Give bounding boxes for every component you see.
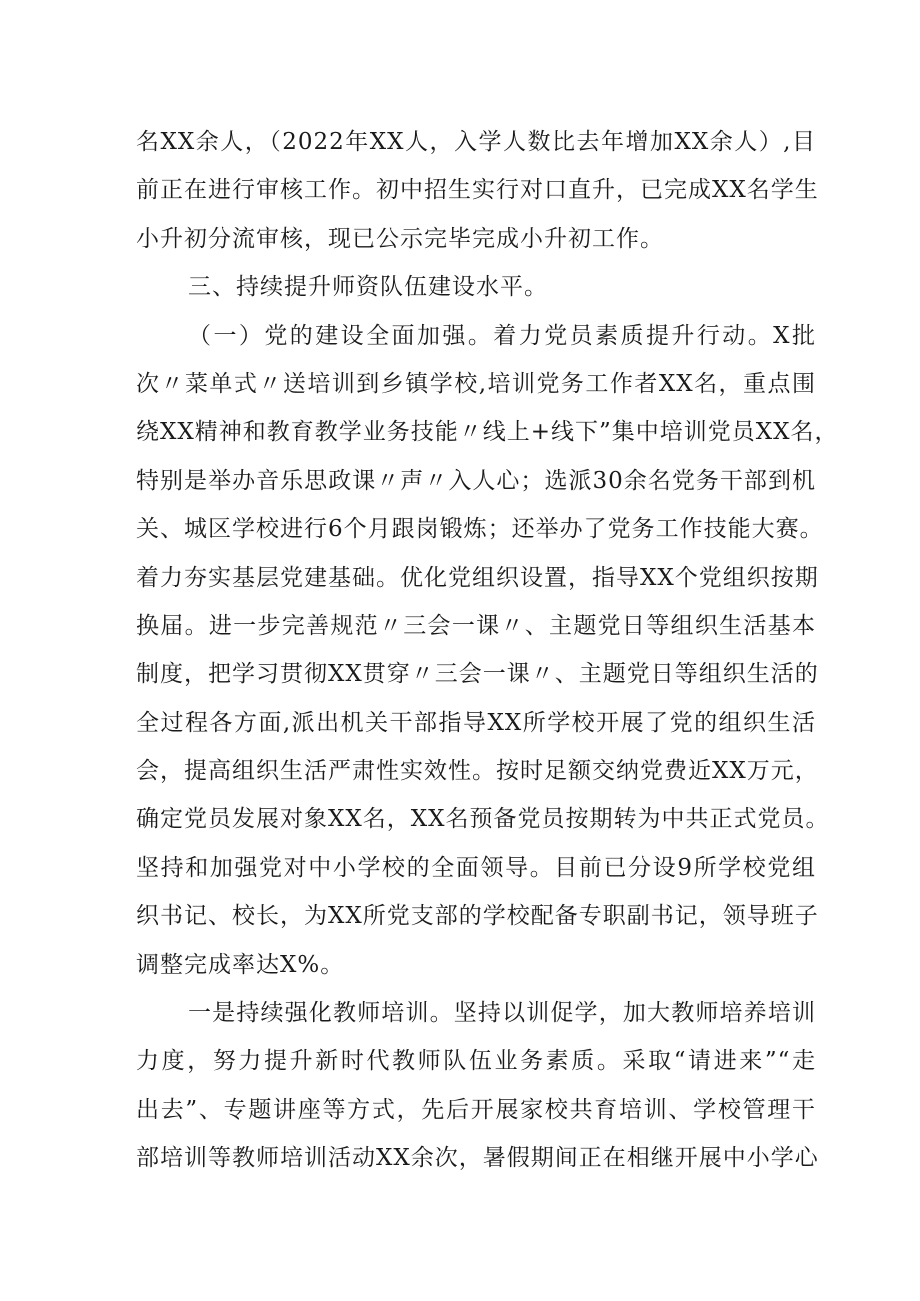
paragraph-line: 小升初分流审核，现已公示完毕完成小升初工作。 xyxy=(136,225,664,252)
section-heading: 三、持续提升师资队伍建设水平。 xyxy=(188,274,548,301)
document-body xyxy=(136,118,839,1183)
paragraph-line: 绕XX精神和教育教学业务技能〃线上+线下”集中培训党员XX名， xyxy=(136,419,839,446)
paragraph-line: 制度，把学习贯彻XX贯穿〃三会一课〃、主题党日等组织生活的 xyxy=(136,661,819,688)
paragraph-line: 名XX余人，（2022年XX人，入学人数比去年增加XX余人）,目 xyxy=(136,129,816,155)
paragraph-line: 力度，努力提升新时代教师队伍业务素质。采取“请进来”“走 xyxy=(136,1048,816,1075)
paragraph-line: 前正在进行审核工作。初中招生实行对口直升，已完成XX名学生 xyxy=(136,177,819,204)
paragraph-line: 会，提高组织生活严肃性实效性。按时足额交纳党费近XX万元， xyxy=(136,758,819,785)
paragraph-line: 确定党员发展对象XX名，XX名预备党员按期转为中共正式党员。 xyxy=(136,806,830,833)
paragraph-line: 着力夯实基层党建基础。优化党组织设置，指导XX个党组织按期 xyxy=(136,564,819,591)
paragraph-line: 特别是举办音乐思政课〃声〃入人心；选派30余名党务干部到机 xyxy=(136,467,816,494)
paragraph-line: 坚持和加强党对中小学校的全面领导。目前已分设9所学校党组 xyxy=(136,854,816,881)
paragraph-line: 一是持续强化教师培训。坚持以训促学，加大教师培养培训 xyxy=(188,1000,816,1027)
paragraph-line: 换届。进一步完善规范〃三会一课〃、主题党日等组织生活基本 xyxy=(136,612,816,639)
paragraph-line: 全过程各方面,派出机关干部指导XX所学校开展了党的组织生活 xyxy=(136,709,816,736)
paragraph-line: 关、城区学校进行6个月跟岗锻炼；还举办了党务工作技能大赛。 xyxy=(136,516,824,543)
paragraph-line: 出去”、专题讲座等方式，先后开展家校共育培训、学校管理干 xyxy=(136,1096,816,1123)
paragraph-line: 调整完成率达X%。 xyxy=(136,951,345,978)
paragraph-line: 部培训等教师培训活动XX余次，暑假期间正在相继开展中小学心 xyxy=(136,1145,819,1172)
subsection-heading-line: （一）党的建设全面加强。着力党员素质提升行动。X批 xyxy=(188,322,816,349)
paragraph-line: 织书记、校长，为XX所党支部的学校配备专职副书记，领导班子 xyxy=(136,903,819,930)
paragraph-line: 次〃菜单式〃送培训到乡镇学校,培训党务工作者XX名，重点围 xyxy=(136,370,816,397)
